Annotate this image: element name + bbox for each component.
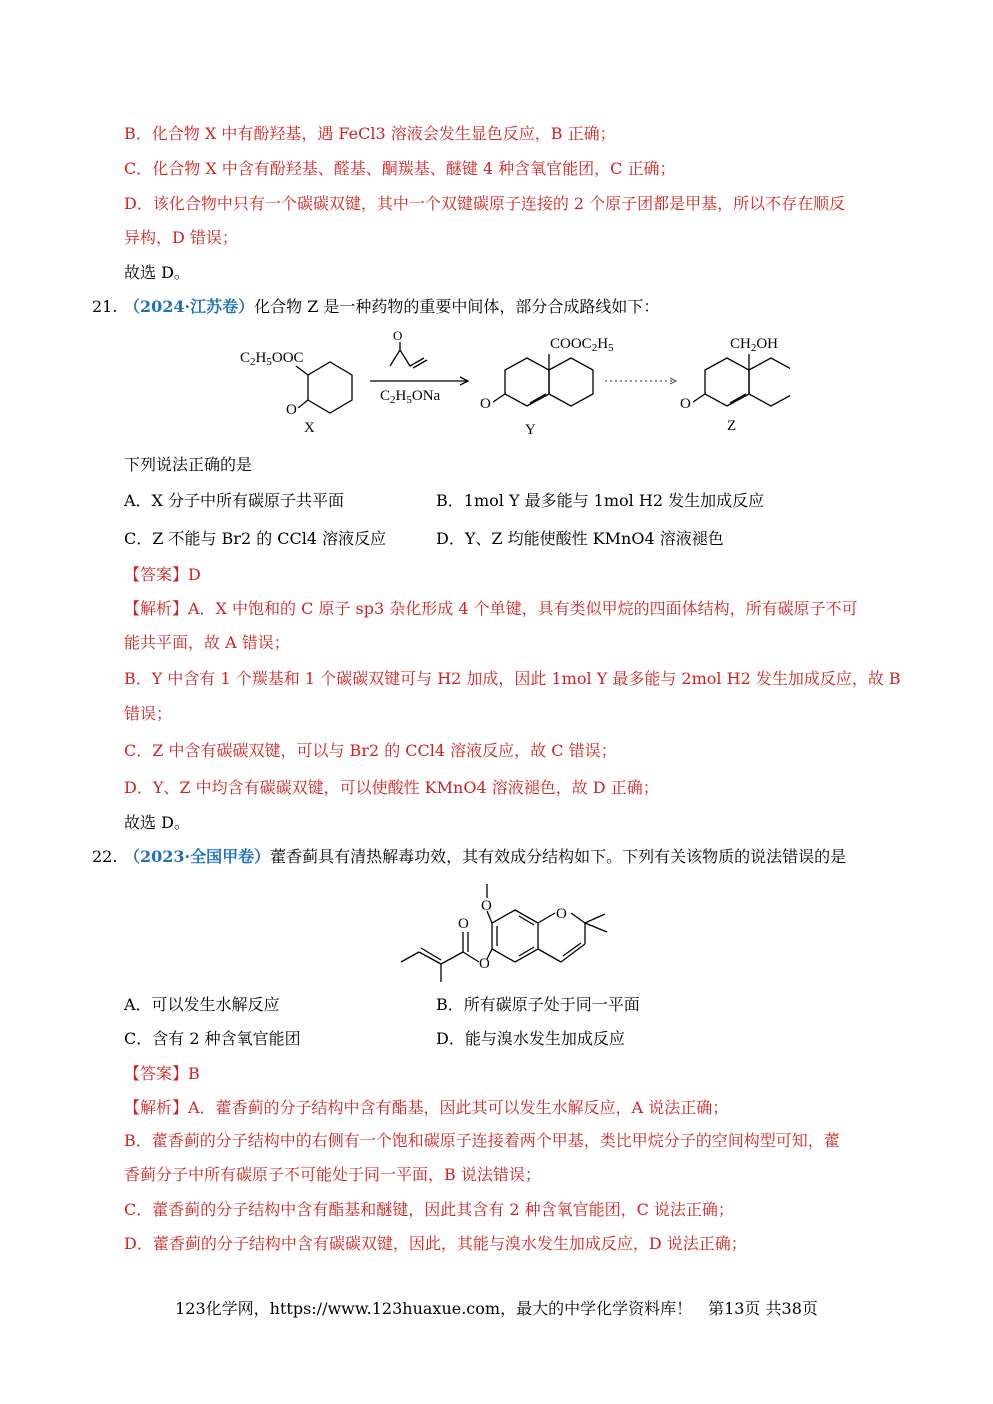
compound-y-structure (493, 354, 593, 406)
carbonyl-oxygen: O (458, 916, 469, 932)
q22-option-c: C．含有 2 种含氧官能团 (124, 1029, 301, 1048)
q21-stem: 化合物 Z 是一种药物的重要中间体，部分合成路线如下： (254, 297, 660, 316)
q21-option-c: C．Z 不能与 Br2 的 CCl4 溶液反应 (124, 529, 387, 548)
prev-option-c: C．化合物 X 中含有酚羟基、醛基、酮羰基、醚键 4 种含氧官能团，C 正确； (124, 159, 676, 178)
reaction-arrow (370, 342, 468, 385)
q22-structure (395, 876, 625, 988)
q21-analysis-b2: 错误； (124, 704, 173, 723)
x-oxygen: O (286, 402, 297, 418)
dotted-arrow (605, 378, 676, 384)
q21-prompt: 下列说法正确的是 (124, 455, 253, 474)
x-substituent: $C_2H_5OOC$ (240, 350, 304, 368)
z-label: Z (727, 418, 737, 434)
q22-source: （2023·全国甲卷） (124, 847, 271, 866)
q22-analysis-d: D．藿香蓟的分子结构中含有碳碳双键，因此，其能与溴水发生加成反应，D 说法正确； (124, 1234, 747, 1253)
q21-analysis-a1: 【解析】A．X 中饱和的 C 原子 sp3 杂化形成 4 个单键，具有类似甲烷的四面体结构，所有碳原子不可 (124, 599, 858, 618)
q21-reaction-scheme (230, 328, 790, 440)
compound-x-structure (296, 362, 352, 413)
q22-analysis-a: 【解析】A．藿香蓟的分子结构中含有酯基，因此其可以发生水解反应，A 说法正确； (124, 1098, 729, 1117)
q21-answer: 【答案】D (124, 565, 201, 584)
prev-option-d-line2: 异构，D 错误； (124, 228, 238, 247)
reagent-label: $C_2H_5ONa$ (380, 388, 441, 406)
prev-option-d-line1: D．该化合物中只有一个碳碳双键，其中一个双键碳原子连接的 2 个原子团都是甲基，所以不存在顺反 (124, 194, 846, 213)
q22-option-a: A．可以发生水解反应 (124, 995, 280, 1014)
q22-analysis-b2: 香蓟分子中所有碳原子不可能处于同一平面，B 说法错误； (124, 1165, 541, 1184)
q22-stem-line (124, 846, 846, 868)
methoxy-oxygen: O (481, 898, 492, 914)
y-substituent: $COOC_2H_5$ (550, 336, 614, 354)
prev-option-b: B．化合物 X 中有酚羟基，遇 FeCl3 溶液会发生显色反应，B 正确； (124, 124, 616, 143)
q21-analysis-c: C．Z 中含有碳碳双键，可以与 Br2 的 CCl4 溶液反应，故 C 错误； (124, 741, 617, 760)
reagent-oxygen: O (393, 328, 403, 343)
q21-number: 21. (92, 297, 118, 316)
q21-choose: 故选 D。 (124, 813, 190, 832)
z-substituent: $CH_2OH$ (730, 336, 779, 354)
q22-option-d: D．能与溴水发生加成反应 (436, 1029, 625, 1048)
z-oxygen: O (680, 396, 691, 412)
x-label: X (304, 420, 315, 436)
prev-choose: 故选 D。 (124, 263, 190, 282)
q21-analysis-a2: 能共平面，故 A 错误； (124, 633, 290, 652)
compound-z-structure (693, 354, 790, 406)
q21-source: （2024·江苏卷） (124, 297, 255, 316)
q21-option-d: D．Y、Z 均能使酸性 KMnO4 溶液褪色 (436, 529, 724, 548)
q22-number: 22. (92, 847, 118, 866)
q22-answer: 【答案】B (124, 1064, 200, 1083)
page-footer: 123化学网，https://www.123huaxue.com，最大的中学化学资料库！ 第13页 共38页 (175, 1299, 818, 1318)
q22-stem: 藿香蓟具有清热解毒功效，其有效成分结构如下。下列有关该物质的说法错误的是 (270, 847, 847, 866)
ring-oxygen: O (556, 906, 567, 922)
q21-option-b: B．1mol Y 最多能与 1mol H2 发生加成反应 (436, 491, 765, 510)
ester-oxygen: O (479, 956, 490, 972)
y-oxygen: O (480, 396, 491, 412)
q21-option-a: A．X 分子中所有碳原子共平面 (124, 491, 345, 510)
q22-option-b: B．所有碳原子处于同一平面 (436, 995, 640, 1014)
q21-stem-line (124, 296, 659, 318)
q22-analysis-c: C．藿香蓟的分子结构中含有酯基和醚键，因此其含有 2 种含氧官能团，C 说法正确； (124, 1200, 734, 1219)
q22-analysis-b1: B．藿香蓟的分子结构中的右侧有一个饱和碳原子连接着两个甲基，类比甲烷分子的空间构型可知，藿 (124, 1131, 840, 1150)
q21-analysis-d: D．Y、Z 中均含有碳碳双键，可以使酸性 KMnO4 溶液褪色，故 D 正确； (124, 778, 659, 797)
y-label: Y (525, 422, 536, 438)
q21-analysis-b1: B．Y 中含有 1 个羰基和 1 个碳碳双键可与 H2 加成，因此 1mol Y 最多能与 2mol H2 发生加成反应，故 B (124, 669, 901, 688)
